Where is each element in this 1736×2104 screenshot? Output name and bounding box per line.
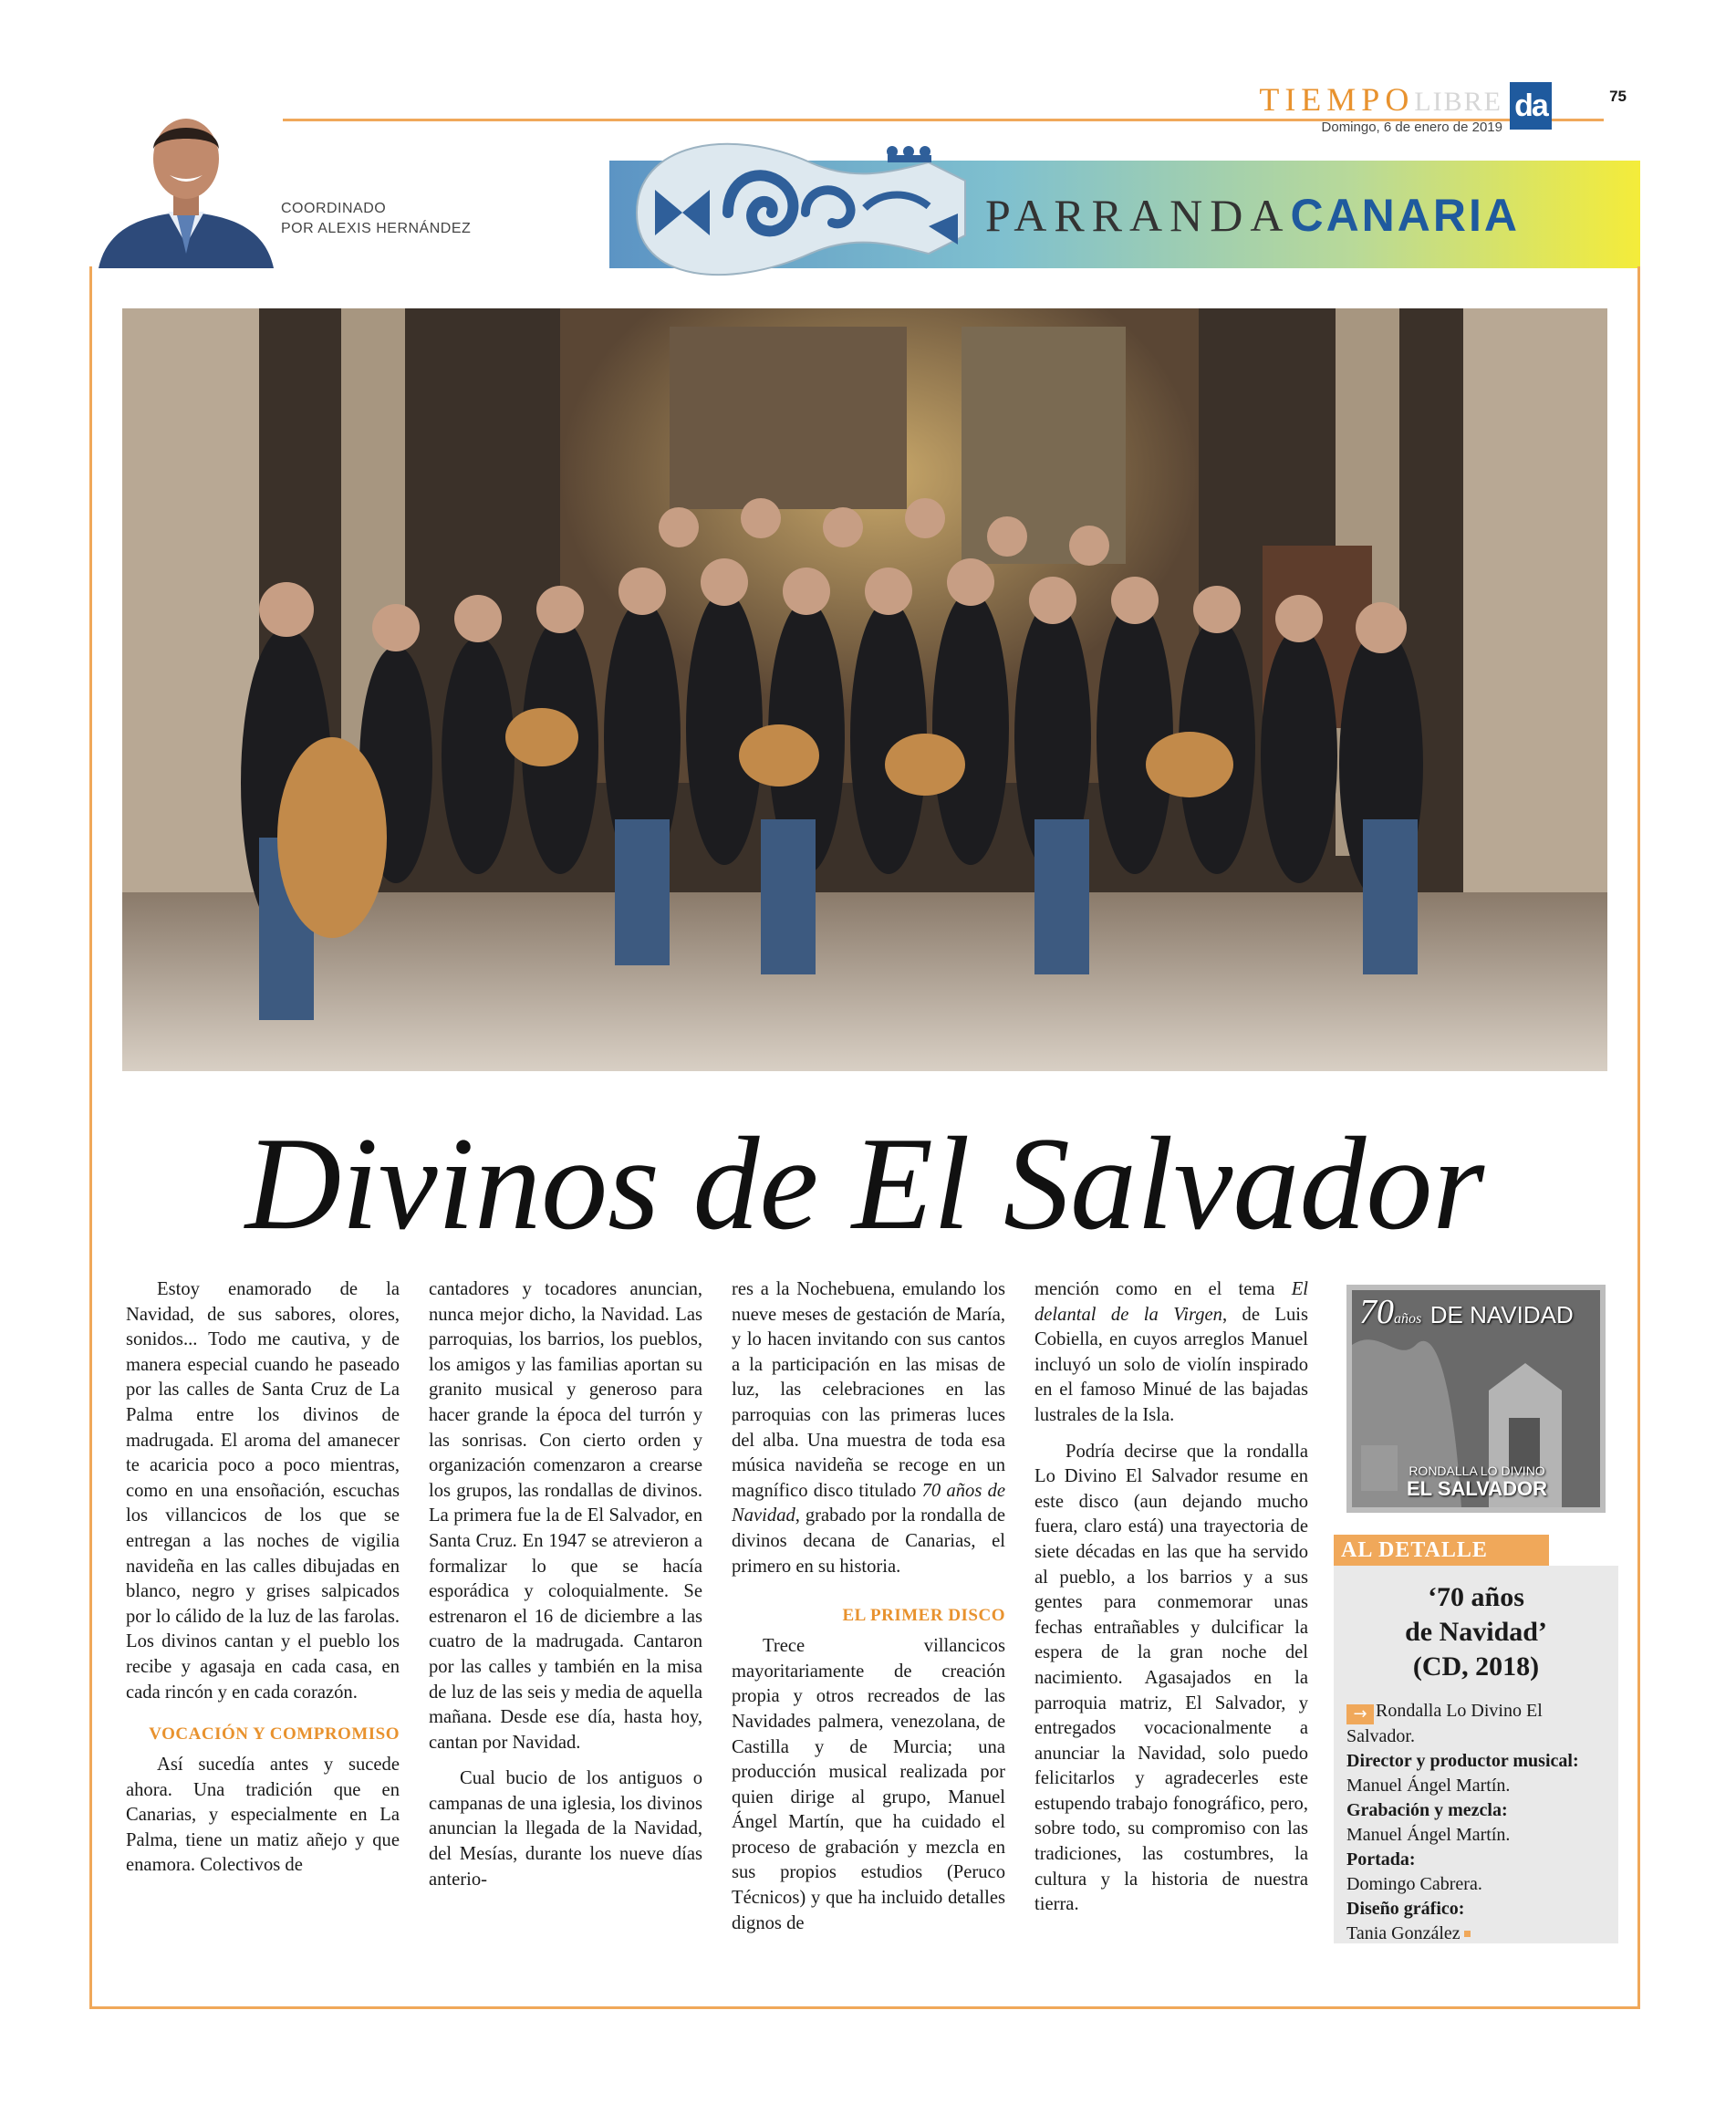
- masthead-text: [1259, 82, 1502, 136]
- credit-label-design: Diseño gráfico:: [1346, 1899, 1465, 1919]
- coordinator-line1: COORDINADO: [281, 201, 387, 216]
- credit-design: Tania González: [1346, 1923, 1461, 1943]
- album-cover-image: [1352, 1290, 1600, 1507]
- text-run: , de Luis Cobiella, en cuyos arreglos Manuel incluyó un solo de violín inspirado en el famoso Minué de las bajadas lustrales de la Isla.: [1034, 1304, 1309, 1425]
- article-column-4: [1034, 1277, 1308, 1918]
- cover-title-number: 70: [1359, 1293, 1394, 1331]
- page-number: 75: [1609, 88, 1627, 105]
- cover-title-rest: DE NAVIDAD: [1429, 1301, 1574, 1328]
- group-photo: [122, 308, 1607, 1071]
- paragraph: Cual bucio de los antiguos o campanas de una iglesia, los divinos anuncian la llegada de la Navidad, del Mesías, durante los nueve días anterio-: [429, 1768, 702, 1890]
- cover-band: [1407, 1463, 1547, 1500]
- section-title-part1: PARRANDA: [985, 190, 1291, 241]
- author-photo: [89, 99, 283, 268]
- paragraph: Estoy enamorado de la Navidad, de sus sabores, olores, sonidos... Todo me cautiva, y de manera especial cuando he paseado por las calles de Santa Cruz de La Palma entre los divinos de madrugada. El aroma del amanecer te acaricia poco a poco mientras, como en una ensoñación, escuchas los villancicos de los que se entregan a las noches de vigilia navideña en las calles dibujadas en blanco, negro y grises salpicados por lo cálido de la luz de las farolas. Los divinos cantan y el pueblo los recibe y agasaja en cada casa, en cada rincón y en cada corazón.: [126, 1279, 400, 1703]
- article-column-2: [429, 1277, 702, 1892]
- right-arrow-icon: →: [1346, 1704, 1374, 1724]
- cover-band-line1: RONDALLA LO DIVINO: [1409, 1463, 1545, 1478]
- album-cover: [1346, 1285, 1606, 1513]
- paragraph: Podría decirse que la rondalla Lo Divino El Salvador resume en este disco (aun dejando mucho fuera, claro está) una trayectoria de siete décadas en las que ha servido al pueblo, a los barrios y a sus gentes para conmemorar unas fechas entrañables y dulcificar la espera de la gran noche del nacimiento. Agasajados en la parroquia matriz, El Salvador, y entregados vocacionalmente a anunciar la Navidad, solo puedo felicitarlos y agradecerles este estupendo trabajo fonográfico, pero, sobre todo, su compromiso con las tradiciones, las costumbres, la cultura y la historia de nuestra tierra.: [1034, 1441, 1308, 1915]
- newspaper-logo: da: [1510, 82, 1552, 130]
- paragraph: Así sucedía antes y sucede ahora. Una tradición que en Canarias, y especialmente en La Palma, tiene un matiz añejo y que enamora. Colectivos de: [126, 1755, 400, 1876]
- credit-label-director: Director y productor musical:: [1346, 1751, 1579, 1771]
- detail-title: [1346, 1580, 1606, 1684]
- issue-date: Domingo, 6 de enero de 2019: [1321, 120, 1502, 135]
- brand-tiempo: TIEMPO: [1259, 81, 1415, 118]
- album-title: 70 años de Navidad: [732, 1480, 1006, 1526]
- article-column-1: [126, 1277, 400, 1879]
- paragraph: cantadores y tocadores anuncian, nunca mejor dicho, la Navidad. Las parroquias, los barrios, los pueblos, los amigos y las familias aportan su granito musical y generoso para hacer grande la época del turrón y las sonrisas. Con cierto orden y organización comenzaron a crearse los grupos, las rondallas de divinos. La primera fue la de El Salvador, en Santa Cruz. En 1947 se atrevieron a formalizar lo que se hacía esporádica y coloquialmente. Se estrenaron el 16 de diciembre a las cuatro de la madrugada. Cantaron por las calles y también en la misa de luz de las seis y media de aquella mañana. Desde ese día, hasta hoy, cantan por Navidad.: [429, 1279, 702, 1753]
- brand-name: [1259, 82, 1502, 120]
- paragraph: Trece villancicos mayoritariamente de creación propia y otros recreados de las Navidades palmera, venezolana, de Castilla y de Murcia; una producción musical realizada por quien dirige al grupo, Manuel Ángel Martín, que ha cuidado el proceso de grabación y mezcla en sus propios estudios (Peruco Técnicos) y que ha incluido detalles dignos de: [732, 1636, 1005, 1933]
- credit-director: Manuel Ángel Martín.: [1346, 1776, 1511, 1796]
- detail-title-line1: ‘70 años: [1428, 1582, 1524, 1612]
- article-column-3: [732, 1277, 1005, 1936]
- section-title: [985, 188, 1520, 243]
- cover-title: [1359, 1294, 1574, 1338]
- text-run: res a la Nochebuena, emulando los nueve meses de gestación de María, y lo hacen invitando con sus cantos a la participación en las misas de luz, las celebraciones en las parroquias con las primeras luces del alba. Una muestra de toda esa música navideña se recoge en un magnífico disco titulado: [732, 1279, 1005, 1501]
- end-square-icon: [1464, 1931, 1471, 1937]
- song-title: El delantal de la Virgen: [1034, 1279, 1308, 1325]
- masthead: [1259, 82, 1552, 137]
- credit-label-cover: Portada:: [1346, 1849, 1416, 1870]
- section-title-part2: CANARIA: [1290, 190, 1521, 241]
- detail-title-line2: de Navidad’: [1405, 1617, 1547, 1647]
- credit-group-name: Rondalla Lo Divino El Salvador.: [1346, 1701, 1543, 1746]
- credit-group: [1346, 1699, 1606, 1749]
- credit-cover: Domingo Cabrera.: [1346, 1874, 1482, 1894]
- headline: Divinos de El Salvador: [244, 1109, 1485, 1257]
- brand-libre: LIBRE: [1414, 87, 1502, 117]
- subheading-vocacion: VOCACIÓN Y COMPROMISO: [149, 1724, 400, 1745]
- subheading-primer-disco: EL PRIMER DISCO: [842, 1606, 1005, 1626]
- cover-title-anos: años: [1394, 1311, 1422, 1327]
- detail-label: AL DETALLE: [1341, 1538, 1488, 1562]
- credit-label-recording: Grabación y mezcla:: [1346, 1800, 1508, 1820]
- credit-recording: Manuel Ángel Martín.: [1346, 1825, 1511, 1845]
- cover-band-line2: EL SALVADOR: [1407, 1477, 1548, 1500]
- text-run: , grabado por la rondalla de divinos decana de Canarias, el primero en su historia.: [732, 1505, 1005, 1577]
- credit-design-row: [1346, 1922, 1606, 1946]
- coordinator-line2: POR ALEXIS HERNÁNDEZ: [281, 221, 472, 236]
- detail-credits: [1346, 1699, 1606, 1946]
- text-run: mención como en el tema: [1034, 1279, 1292, 1299]
- paragraph: [1034, 1277, 1308, 1429]
- paragraph: [732, 1277, 1005, 1579]
- detail-label-bar: [1334, 1535, 1549, 1566]
- detail-title-line3: (CD, 2018): [1412, 1651, 1540, 1682]
- coordinator-credit: [281, 199, 471, 239]
